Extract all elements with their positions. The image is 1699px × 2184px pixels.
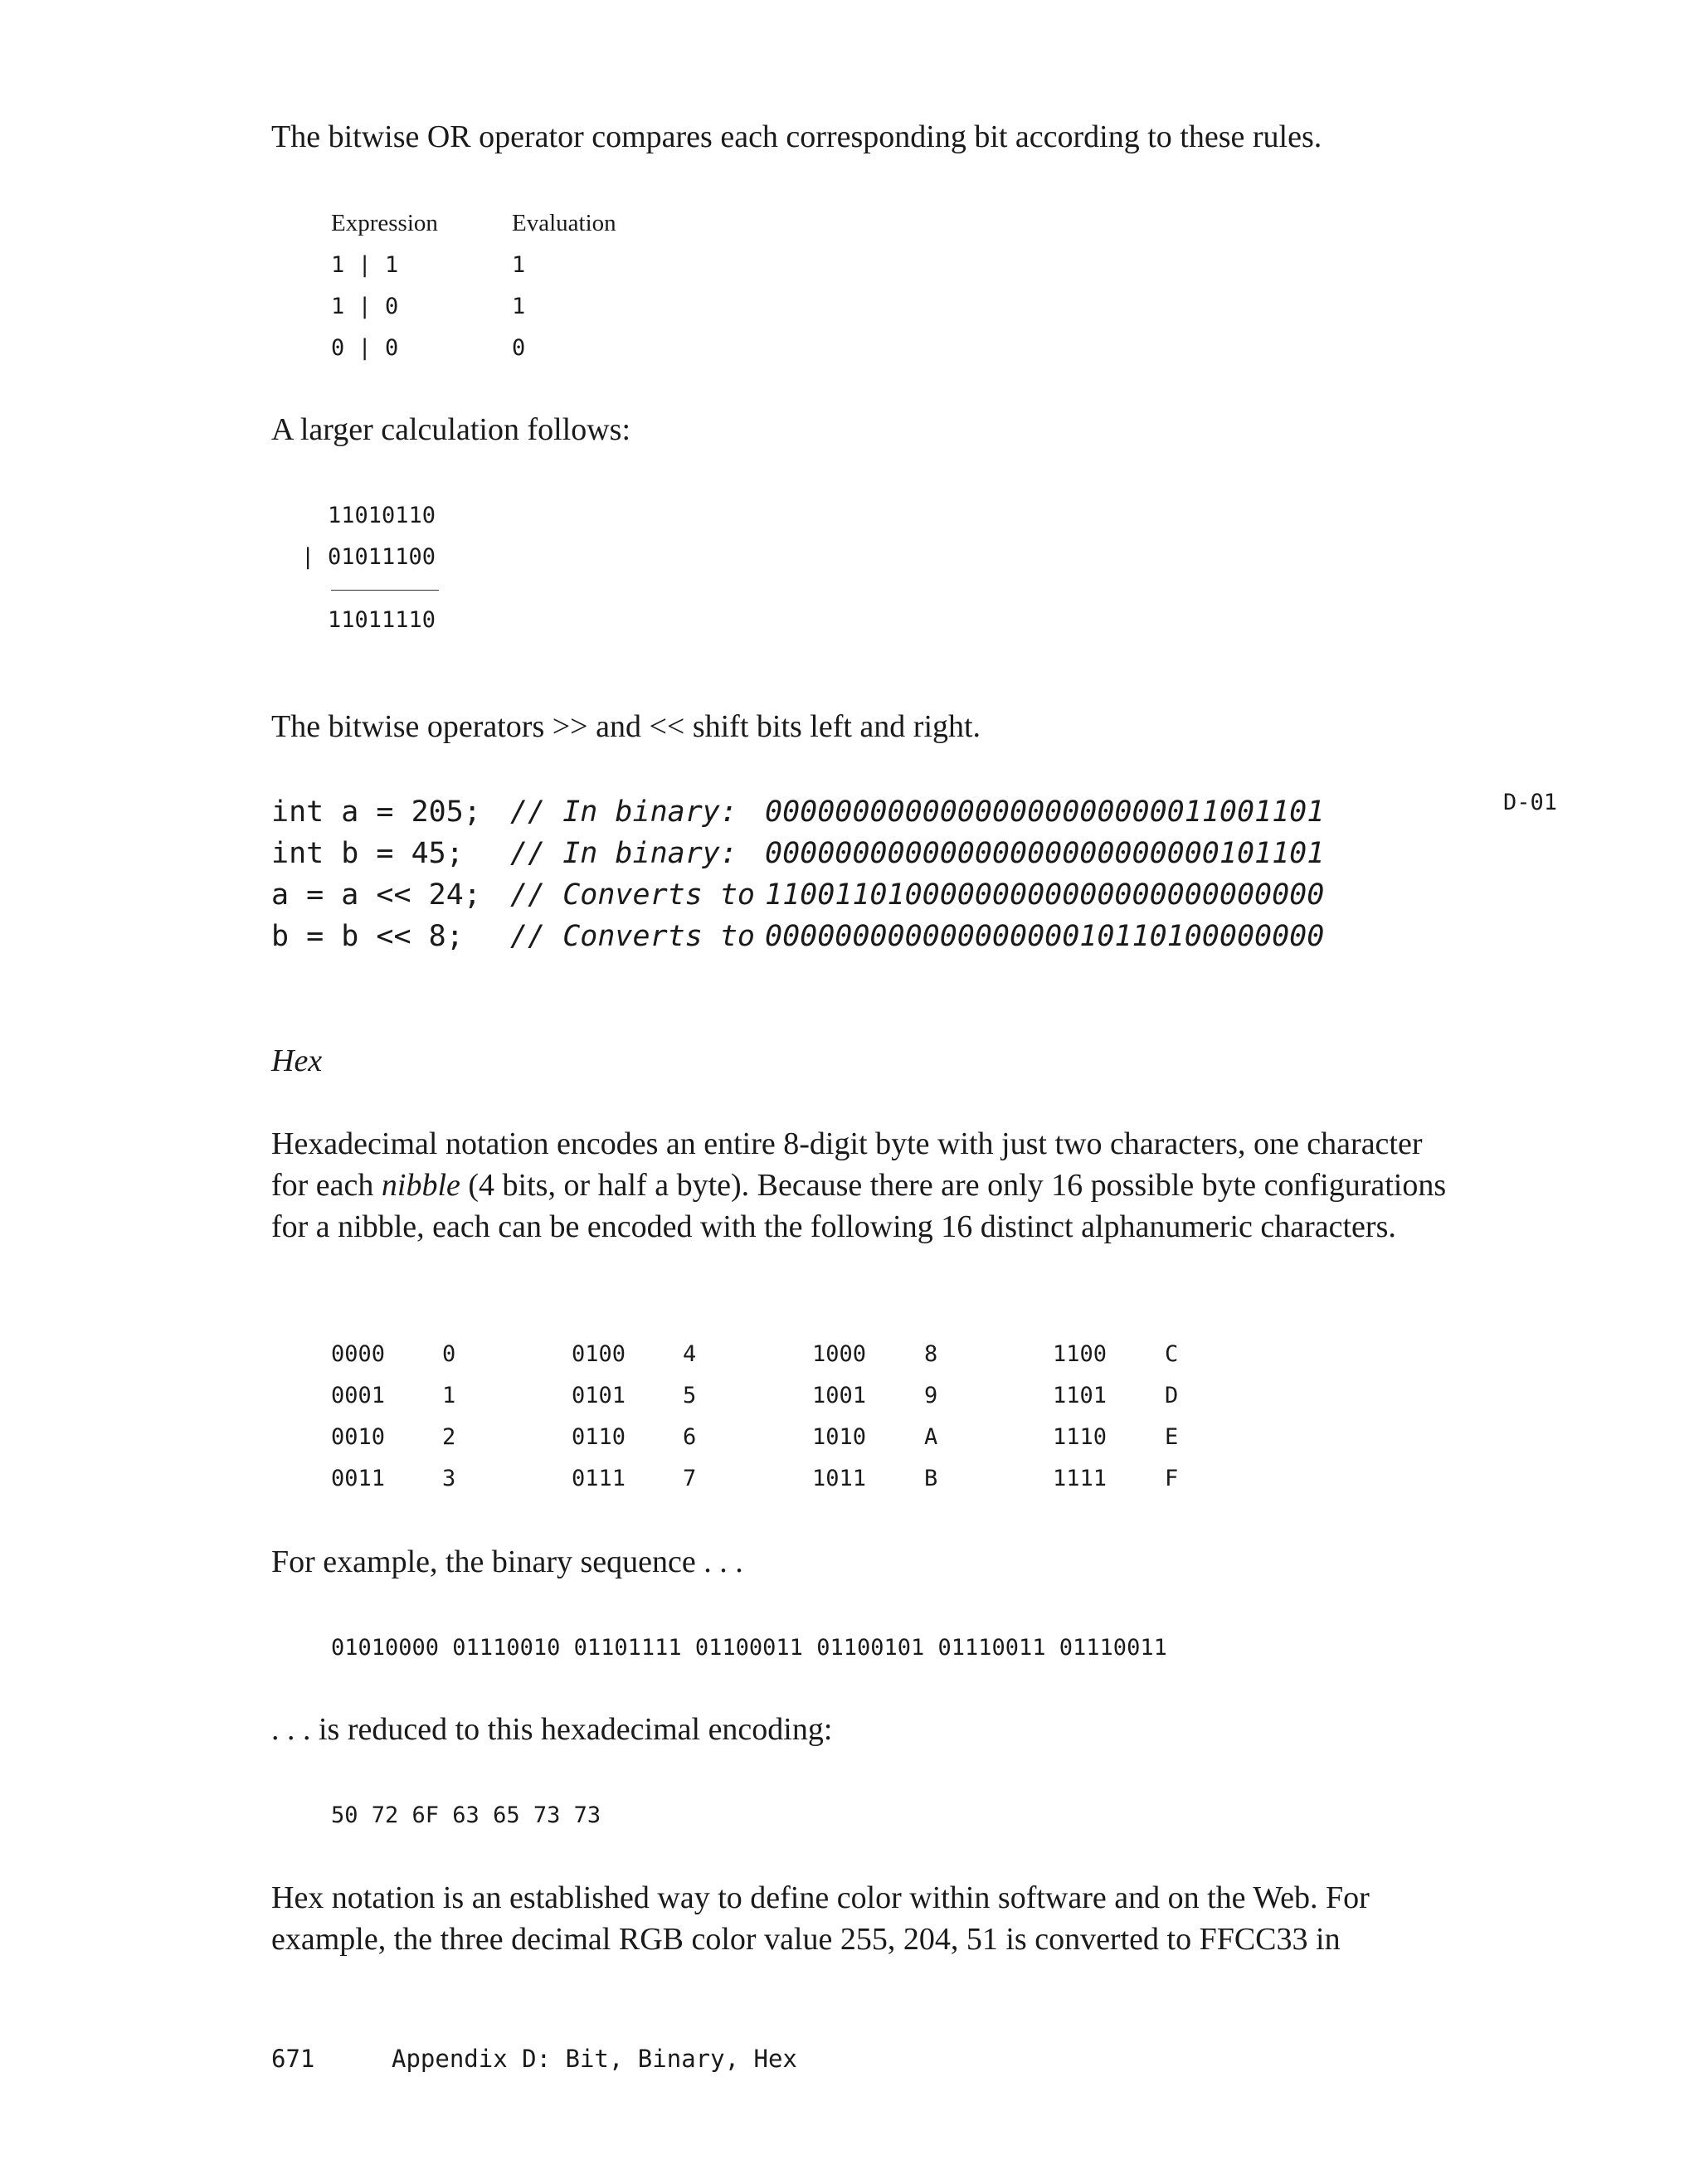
- nibble-hex: 8: [924, 1341, 938, 1367]
- nibble-hex: C: [1165, 1341, 1179, 1367]
- or-intro-text: The bitwise OR operator compares each corresponding bit according to these rules.: [271, 119, 1322, 154]
- code-statement: b = b << 8;: [271, 920, 464, 953]
- shift-intro-text: The bitwise operators >> and << shift bits left and right.: [271, 709, 981, 744]
- nibble-binary: 1010: [812, 1424, 867, 1450]
- nibble-binary: 0010: [331, 1424, 386, 1450]
- calc-divider: [331, 590, 439, 591]
- nibble-hex: E: [1165, 1424, 1179, 1450]
- code-statement: int a = 205;: [271, 795, 481, 829]
- running-title: Appendix D: Bit, Binary, Hex: [392, 2045, 797, 2073]
- nibble-binary: 1101: [1053, 1383, 1108, 1408]
- code-comment: // Converts to: [510, 920, 756, 953]
- nibble-hex: 1: [442, 1383, 456, 1408]
- calc-result: 11011110: [328, 607, 436, 633]
- code-binary-value: 11001101000000000000000000000000: [765, 878, 1325, 912]
- nibble-binary: 0111: [572, 1466, 626, 1491]
- hex-paragraph-text: Hexadecimal notation encodes an entire 8-digit byte with just two characters, one character for each: [271, 1126, 1423, 1203]
- nibble-hex: B: [924, 1466, 938, 1491]
- closing-paragraph: Hex notation is an established way to define color within software and on the Web. For example, the three decimal RGB color value 255, 204, 51 is converted to FFCC33 in: [271, 1880, 1370, 1957]
- binary-sequence: 01010000 01110010 01101111 01100011 01100101 01110011 01110011: [331, 1635, 1167, 1661]
- nibble-binary: 1111: [1053, 1466, 1108, 1491]
- nibble-binary: 0100: [572, 1341, 626, 1367]
- nibble-binary: 0110: [572, 1424, 626, 1450]
- calc-operand-1: 11010110: [328, 503, 436, 528]
- or-table-evaluation: 1: [512, 294, 526, 319]
- or-table-expression: 1 | 0: [331, 294, 399, 319]
- code-binary-value: 00000000000000000000000011001101: [765, 795, 1325, 829]
- section-heading-hex: Hex: [271, 1043, 323, 1078]
- nibble-hex: A: [924, 1424, 938, 1450]
- code-comment: // Converts to: [510, 878, 756, 912]
- nibble-hex: 2: [442, 1424, 456, 1450]
- nibble-binary: 1000: [812, 1341, 867, 1367]
- hex-paragraph-italic-term: nibble: [381, 1168, 460, 1203]
- code-statement: a = a << 24;: [271, 878, 481, 912]
- calc-operand-2: 01011100: [328, 544, 436, 570]
- or-table-expression: 0 | 0: [331, 335, 399, 361]
- code-comment: // In binary:: [510, 795, 738, 829]
- example-intro-text: For example, the binary sequence . . .: [271, 1544, 743, 1579]
- nibble-hex: 4: [683, 1341, 697, 1367]
- nibble-binary: 1110: [1053, 1424, 1108, 1450]
- nibble-hex: 5: [683, 1383, 697, 1408]
- or-table-expression: 1 | 1: [331, 252, 399, 278]
- nibble-hex: 6: [683, 1424, 697, 1450]
- nibble-binary: 0001: [331, 1383, 386, 1408]
- nibble-hex: D: [1165, 1383, 1179, 1408]
- nibble-binary: 0000: [331, 1341, 386, 1367]
- nibble-hex: 3: [442, 1466, 456, 1491]
- or-table-header-expression: Expression: [331, 210, 438, 236]
- or-table-evaluation: 1: [512, 252, 526, 278]
- nibble-binary: 1100: [1053, 1341, 1108, 1367]
- hex-paragraph-text: (4 bits, or half a byte). Because there are only 16 possible byte configurations for a nibble, each can be encoded with the following 16 distinct alphanumeric characters.: [271, 1168, 1447, 1244]
- nibble-hex: 0: [442, 1341, 456, 1367]
- calc-operator: |: [301, 544, 315, 570]
- code-binary-value: 00000000000000000010110100000000: [765, 920, 1325, 953]
- hex-paragraph: [271, 1123, 1466, 1248]
- nibble-binary: 1001: [812, 1383, 867, 1408]
- code-statement: int b = 45;: [271, 837, 464, 870]
- nibble-binary: 0101: [572, 1383, 626, 1408]
- margin-code-label: D-01: [1503, 790, 1558, 815]
- code-binary-value: 00000000000000000000000000101101: [765, 837, 1325, 870]
- nibble-binary: 1011: [812, 1466, 867, 1491]
- nibble-binary: 0011: [331, 1466, 386, 1491]
- hex-sequence: 50 72 6F 63 65 73 73: [331, 1802, 601, 1828]
- nibble-hex: 9: [924, 1383, 938, 1408]
- or-table-header-evaluation: Evaluation: [512, 210, 616, 236]
- code-comment: // In binary:: [510, 837, 738, 870]
- page-number: 671: [271, 2045, 315, 2073]
- larger-calc-label: A larger calculation follows:: [271, 412, 631, 447]
- nibble-hex: 7: [683, 1466, 697, 1491]
- reduced-intro-text: . . . is reduced to this hexadecimal encoding:: [271, 1712, 833, 1747]
- nibble-hex: F: [1165, 1466, 1179, 1491]
- or-table-evaluation: 0: [512, 335, 526, 361]
